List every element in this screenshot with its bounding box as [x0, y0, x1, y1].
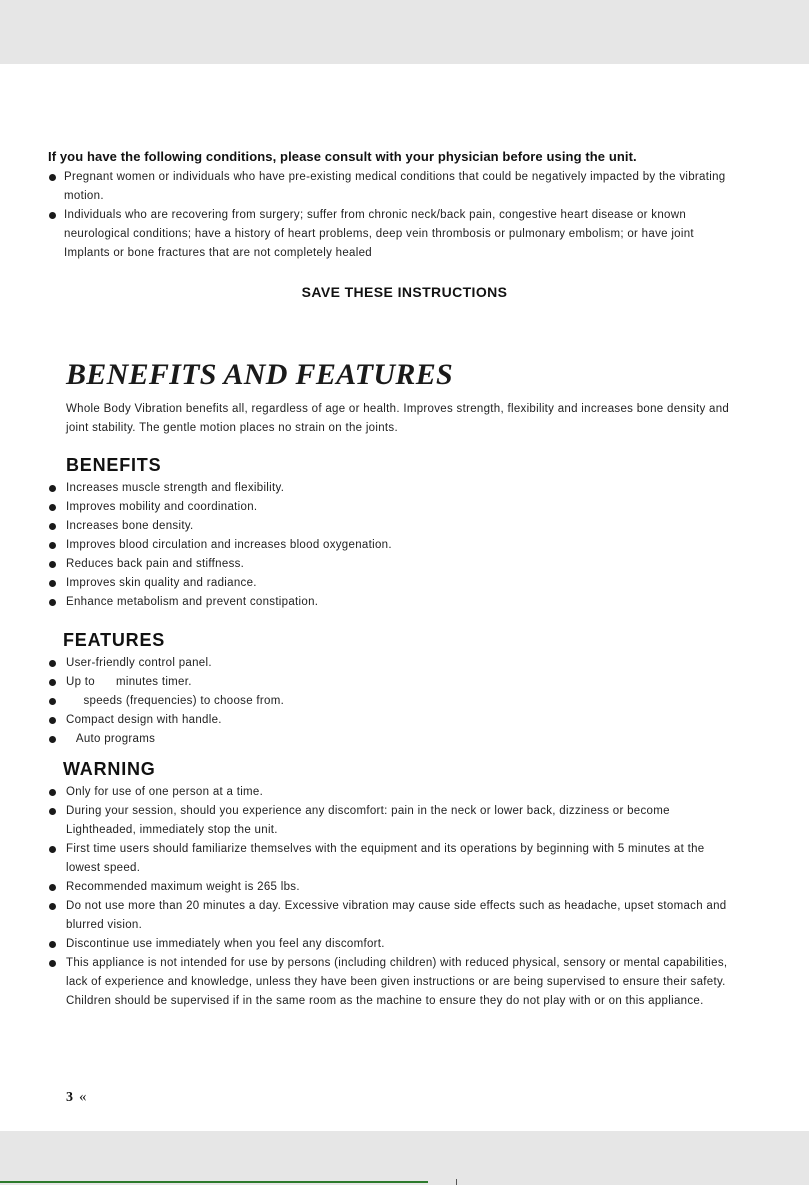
list-item [48, 673, 740, 692]
bullet-icon [49, 960, 56, 967]
list-item [48, 840, 740, 878]
page-number-value: 3 [66, 1090, 73, 1105]
benefit-text: Increases muscle strength and flexibility. [66, 482, 285, 494]
page-number [66, 1089, 87, 1106]
benefit-text: Improves skin quality and radiance. [66, 577, 257, 589]
bullet-icon [49, 599, 56, 606]
intro-paragraph: Whole Body Vibration benefits all, regardless of age or health. Improves strength, flexibility and increases bone density and joint stability. The gentle motion places no strain on the joints. [66, 403, 730, 434]
list-item [48, 498, 740, 517]
bottom-band [0, 1131, 809, 1185]
benefit-text: Reduces back pain and stiffness. [66, 558, 245, 570]
page-title: BENEFITS AND FEATURES [66, 358, 453, 391]
bullet-icon [49, 679, 56, 686]
bullet-icon [49, 485, 56, 492]
list-item [48, 517, 740, 536]
bullet-icon [49, 660, 56, 667]
bullet-icon [49, 903, 56, 910]
list-item [48, 479, 740, 498]
benefit-text: Improves mobility and coordination. [66, 501, 258, 513]
warning-text: Discontinue use immediately when you feel any discomfort. [66, 938, 385, 950]
warning-list [48, 783, 740, 1011]
features-list [48, 654, 740, 749]
bottom-green-line [0, 1181, 428, 1183]
list-item [48, 536, 740, 555]
list-item [48, 897, 740, 935]
benefit-text: Increases bone density. [66, 520, 194, 532]
warning-text: Only for use of one person at a time. [66, 786, 264, 798]
bullet-icon [49, 523, 56, 530]
bullet-icon [49, 884, 56, 891]
warning-text: Do not use more than 20 minutes a day. Excessive vibration may cause side effects such as headache, upset stomach and blurred vision. [66, 900, 727, 931]
list-item [48, 654, 740, 673]
bullet-icon [49, 561, 56, 568]
save-instructions: SAVE THESE INSTRUCTIONS [301, 284, 508, 300]
bullet-icon [49, 542, 56, 549]
bullet-icon [49, 789, 56, 796]
warning-text: First time users should familiarize themselves with the equipment and its operations by beginning with 5 minutes at the lowest speed. [66, 843, 705, 874]
feature-text: User-friendly control panel. [66, 657, 212, 669]
list-item [48, 783, 740, 802]
bullet-icon [49, 212, 56, 219]
bullet-icon [49, 736, 56, 743]
list-item [48, 935, 740, 954]
bullet-icon [49, 808, 56, 815]
bullet-icon [49, 846, 56, 853]
list-item [48, 692, 740, 711]
list-item [48, 206, 740, 263]
bullet-icon [49, 698, 56, 705]
list-item [48, 878, 740, 897]
benefit-text: Enhance metabolism and prevent constipation. [66, 596, 319, 608]
list-item [48, 730, 740, 749]
top-band [0, 0, 809, 64]
list-item [48, 168, 740, 206]
list-item [48, 574, 740, 593]
consult-list [48, 168, 740, 263]
consult-heading: If you have the following conditions, please consult with your physician before using the unit. [48, 149, 637, 164]
feature-text: Compact design with handle. [66, 714, 222, 726]
list-item [48, 555, 740, 574]
feature-text: speeds (frequencies) to choose from. [66, 695, 285, 707]
consult-item-text: Pregnant women or individuals who have pre-existing medical conditions that could be negatively impacted by the vibrating motion. [64, 171, 726, 202]
benefits-heading: BENEFITS [66, 455, 162, 475]
features-heading: FEATURES [63, 630, 166, 650]
consult-item-text: Individuals who are recovering from surgery; suffer from chronic neck/back pain, congestive heart disease or known neurological conditions; have a history of heart problems, deep vein thrombosis or pulmonary embolism; or have joint Implants or bone fractures that are not completely healed [64, 209, 694, 259]
bullet-icon [49, 941, 56, 948]
list-item [48, 593, 740, 612]
list-item [48, 711, 740, 730]
benefits-list [48, 479, 740, 612]
warning-heading: WARNING [63, 759, 156, 779]
bullet-icon [49, 504, 56, 511]
list-item [48, 802, 740, 840]
double-chevron-left-icon: « [79, 1089, 87, 1105]
warning-text: During your session, should you experience any discomfort: pain in the neck or lower back, dizziness or become Lightheaded, immediately stop the unit. [66, 805, 670, 836]
feature-text: Up to minutes timer. [66, 676, 192, 688]
bullet-icon [49, 174, 56, 181]
warning-text: Recommended maximum weight is 265 lbs. [66, 881, 300, 893]
bullet-icon [49, 717, 56, 724]
list-item [48, 954, 740, 1011]
benefit-text: Improves blood circulation and increases blood oxygenation. [66, 539, 392, 551]
bottom-tick-mark [456, 1179, 457, 1185]
bullet-icon [49, 580, 56, 587]
warning-text: This appliance is not intended for use by persons (including children) with reduced physical, sensory or mental capabilities, lack of experience and knowledge, unless they have been given instructions or are being supervised to ensure their safety. Children should be supervised if in the same room as the machine to ensure they do not play with or on this appliance. [66, 957, 728, 1007]
feature-text: Auto programs [66, 733, 156, 745]
